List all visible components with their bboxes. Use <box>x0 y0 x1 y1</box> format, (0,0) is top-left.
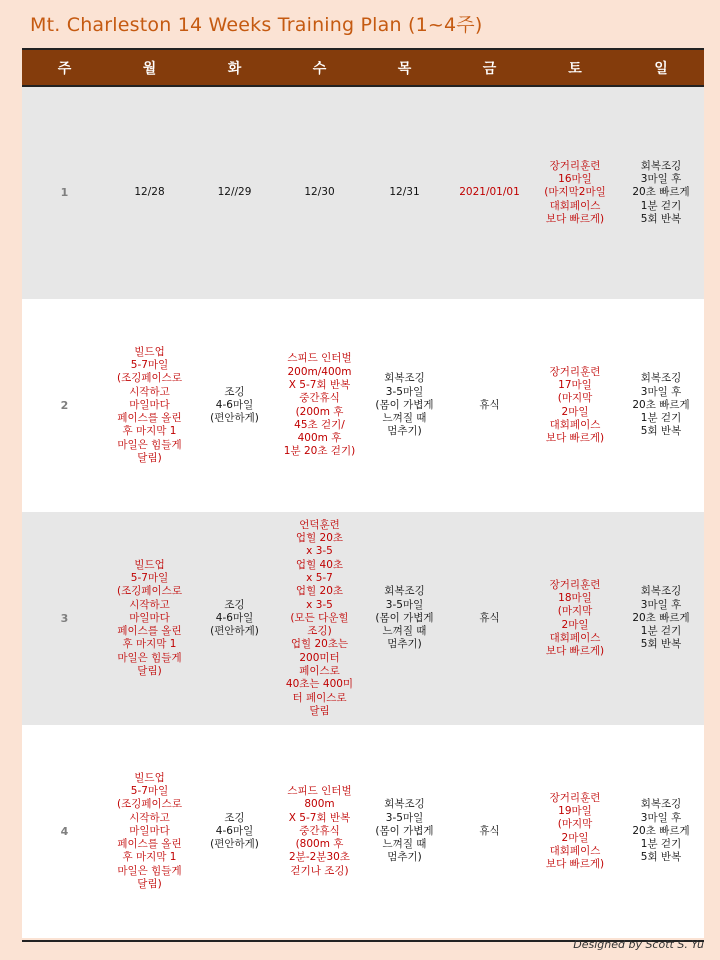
header-wednesday: 수 <box>277 50 362 86</box>
friday-cell: 2021/01/01 <box>447 86 532 299</box>
header-thursday: 목 <box>362 50 447 86</box>
table-row <box>22 725 704 938</box>
monday-cell: 빌드업 5-7마일 (조깅페이스로 시작하고 마일마다 페이스를 올린 후 마지막 1 마일은 힘들게 달림) <box>107 725 192 938</box>
wednesday-cell: 스피드 인터벌 800m X 5-7회 반복 중간휴식 (800m 후 2분-2분30초 걷기나 조깅) <box>277 725 362 938</box>
table-row <box>22 299 704 512</box>
page-title: Mt. Charleston 14 Weeks Training Plan (1~4주) <box>30 14 483 36</box>
header-row <box>22 50 704 86</box>
friday-cell: 휴식 <box>447 512 532 725</box>
saturday-cell: 장거리훈련 18마일 (마지막 2마일 대회페이스 보다 빠르게) <box>532 512 618 725</box>
week-number: 2 <box>22 299 107 512</box>
tuesday-cell: 12//29 <box>192 86 277 299</box>
table-row <box>22 512 704 725</box>
table-row <box>22 86 704 299</box>
saturday-cell: 장거리훈련 16마일 (마지막2마일 대회페이스 보다 빠르게) <box>532 86 618 299</box>
training-plan-table-wrapper <box>22 48 704 938</box>
monday-cell: 빌드업 5-7마일 (조깅페이스로 시작하고 마일마다 페이스를 올린 후 마지막 1 마일은 힘들게 달림) <box>107 299 192 512</box>
saturday-cell: 장거리훈련 19마일 (마지막 2마일 대회페이스 보다 빠르게) <box>532 725 618 938</box>
header-tuesday: 화 <box>192 50 277 86</box>
header-friday: 금 <box>447 50 532 86</box>
saturday-cell: 장거리훈련 17마일 (마지막 2마일 대회페이스 보다 빠르게) <box>532 299 618 512</box>
header-saturday: 토 <box>532 50 618 86</box>
header-week: 주 <box>22 50 107 86</box>
wednesday-cell: 스피드 인터벌 200m/400m X 5-7회 반복 중간휴식 (200m 후 45초 걷기/ 400m 후 1분 20초 걷기) <box>277 299 362 512</box>
training-plan-table <box>22 50 704 938</box>
monday-cell: 빌드업 5-7마일 (조깅페이스로 시작하고 마일마다 페이스를 올린 후 마지막 1 마일은 힘들게 달림) <box>107 512 192 725</box>
header-sunday: 일 <box>618 50 704 86</box>
thursday-cell: 회복조깅 3-5마일 (몸이 가볍게 느껴질 때 멈추기) <box>362 299 447 512</box>
sunday-cell: 회복조깅 3마일 후 20초 빠르게 1분 걷기 5회 반복 <box>618 512 704 725</box>
tuesday-cell: 조깅 4-6마일 (편안하게) <box>192 725 277 938</box>
header-monday: 월 <box>107 50 192 86</box>
thursday-cell: 12/31 <box>362 86 447 299</box>
friday-cell: 휴식 <box>447 725 532 938</box>
designer-signature: Designed by Scott S. Yu <box>573 938 704 951</box>
sunday-cell: 회복조깅 3마일 후 20초 빠르게 1분 걷기 5회 반복 <box>618 86 704 299</box>
thursday-cell: 회복조깅 3-5마일 (몸이 가볍게 느껴질 때 멈추기) <box>362 512 447 725</box>
week-number: 1 <box>22 86 107 299</box>
thursday-cell: 회복조깅 3-5마일 (몸이 가볍게 느껴질 때 멈추기) <box>362 725 447 938</box>
wednesday-cell: 언덕훈련 업힐 20초 x 3-5 업힐 40초 x 5-7 업힐 20초 x 3-5 (모든 다운힐 조깅) 업힐 20초는 200미터 페이스로 40초는 400미 터 페이스로 달림 <box>277 512 362 725</box>
sunday-cell: 회복조깅 3마일 후 20초 빠르게 1분 걷기 5회 반복 <box>618 299 704 512</box>
tuesday-cell: 조깅 4-6마일 (편안하게) <box>192 512 277 725</box>
week-number: 3 <box>22 512 107 725</box>
friday-cell: 휴식 <box>447 299 532 512</box>
week-number: 4 <box>22 725 107 938</box>
tuesday-cell: 조깅 4-6마일 (편안하게) <box>192 299 277 512</box>
sunday-cell: 회복조깅 3마일 후 20초 빠르게 1분 걷기 5회 반복 <box>618 725 704 938</box>
monday-cell: 12/28 <box>107 86 192 299</box>
wednesday-cell: 12/30 <box>277 86 362 299</box>
